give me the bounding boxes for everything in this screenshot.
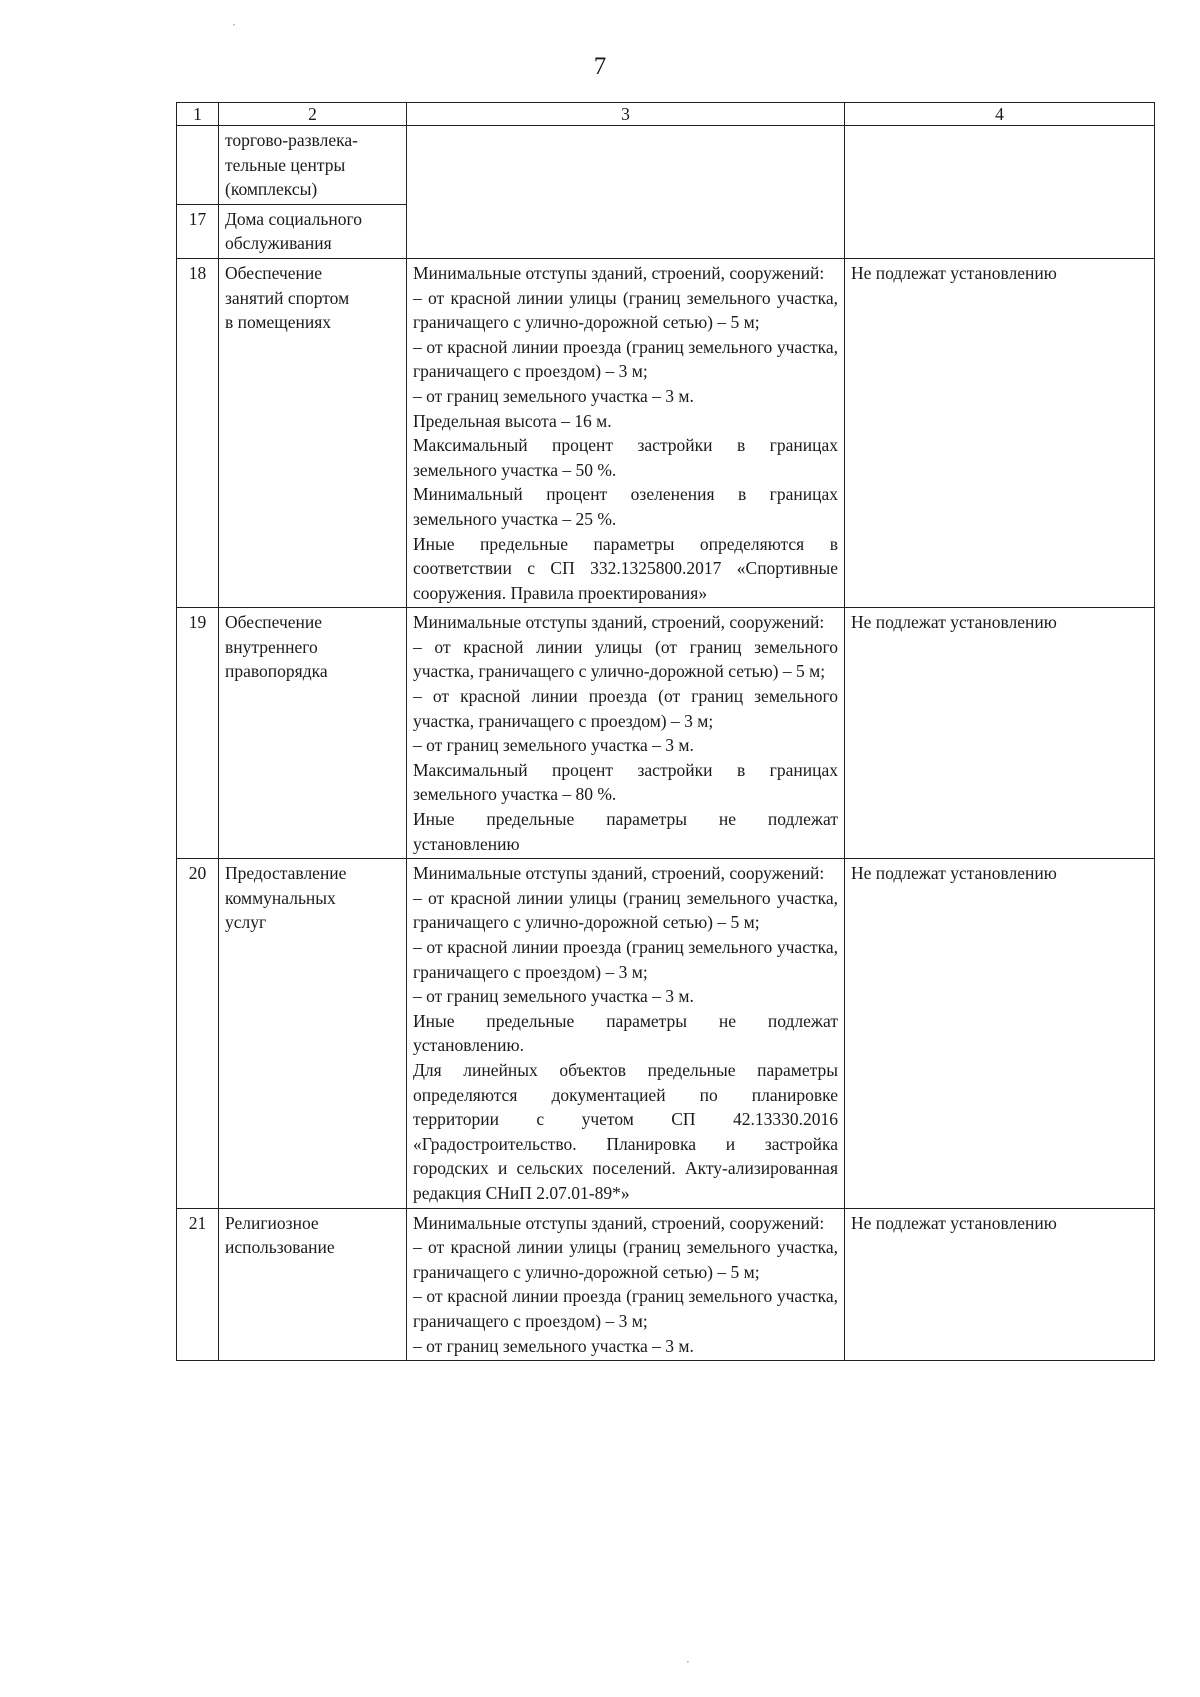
parameter-paragraph: – от границ земельного участка – 3 м. bbox=[413, 735, 694, 756]
regulations-table bbox=[176, 102, 1155, 1361]
parameter-paragraph: – от красной линии проезда (границ земельного участка, граничащего с проездом) – 3 м; bbox=[413, 336, 838, 382]
row-number-cell: 17 bbox=[177, 204, 219, 258]
parameter-paragraph: – от красной линии проезда (от границ земельного участка, граничащего с проездом) – 3 м; bbox=[413, 686, 838, 731]
parameter-paragraph: Минимальный процент озеленения в границах земельного участка – 25 %. bbox=[413, 484, 838, 529]
use-name-cell bbox=[219, 608, 407, 859]
use-name-line: Дома социального bbox=[225, 208, 362, 229]
row-number-cell: 19 bbox=[177, 608, 219, 859]
parameters-cell bbox=[407, 608, 845, 859]
restrictions-cell: Не подлежат установлению bbox=[845, 608, 1155, 859]
use-name-line: Предоставление bbox=[225, 863, 347, 884]
row-number-cell bbox=[177, 126, 219, 205]
parameter-paragraph: – от красной линии проезда (границ земельного участка, граничащего с проездом) – 3 м; bbox=[413, 1286, 838, 1331]
parameter-paragraph: Иные предельные параметры определяются в соответствии с СП 332.1325800.2017 «Спортивные сооружения. Правила проектирования» bbox=[413, 533, 838, 603]
page-number: 7 bbox=[593, 53, 607, 80]
header-col-4: 4 bbox=[845, 103, 1155, 126]
table-row-continuation bbox=[177, 126, 1155, 205]
parameter-paragraph: – от красной линии улицы (границ земельного участка, граничащего с улично-дорожной сетью) – 5 м; bbox=[413, 1237, 838, 1282]
table-row bbox=[177, 258, 1155, 607]
table-row bbox=[177, 608, 1155, 859]
use-name-line: тельные центры bbox=[225, 154, 346, 175]
header-col-1: 1 bbox=[177, 103, 219, 126]
use-name-line: Религиозное bbox=[225, 1212, 319, 1233]
table-row bbox=[177, 859, 1155, 1208]
parameter-paragraph: Минимальные отступы зданий, строений, сооружений: bbox=[413, 262, 825, 283]
restrictions-cell bbox=[845, 126, 1155, 259]
use-name-line: использование bbox=[225, 1237, 335, 1258]
parameter-paragraph: – от границ земельного участка – 3 м. bbox=[413, 1335, 694, 1356]
parameter-paragraph: – от границ земельного участка – 3 м. bbox=[413, 385, 694, 406]
parameter-paragraph: – от красной линии проезда (границ земельного участка, граничащего с проездом) – 3 м; bbox=[413, 937, 838, 982]
row-number-cell: 21 bbox=[177, 1208, 219, 1361]
use-name-cell bbox=[219, 204, 407, 258]
parameters-cell bbox=[407, 859, 845, 1208]
scan-speck: · bbox=[686, 1655, 690, 1669]
use-name-line: Обеспечение bbox=[225, 262, 323, 283]
use-name-cell bbox=[219, 258, 407, 607]
restrictions-cell: Не подлежат установлению bbox=[845, 258, 1155, 607]
use-name-line: услуг bbox=[225, 912, 267, 933]
header-col-2: 2 bbox=[219, 103, 407, 126]
restrictions-cell: Не подлежат установлению bbox=[845, 859, 1155, 1208]
parameter-paragraph: Максимальный процент застройки в границах земельного участка – 80 %. bbox=[413, 759, 838, 805]
table-header-row bbox=[177, 103, 1155, 126]
parameter-paragraph: – от границ земельного участка – 3 м. bbox=[413, 986, 694, 1007]
use-name-line: коммунальных bbox=[225, 887, 336, 908]
parameters-cell bbox=[407, 126, 845, 259]
parameter-paragraph: Минимальные отступы зданий, строений, сооружений: bbox=[413, 863, 825, 884]
parameter-paragraph: Иные предельные параметры не подлежат установлению. bbox=[413, 1010, 838, 1056]
use-name-cell bbox=[219, 126, 407, 205]
use-name-cell bbox=[219, 1208, 407, 1361]
parameter-paragraph: Иные предельные параметры не подлежат установлению bbox=[413, 809, 838, 854]
use-name-cell bbox=[219, 859, 407, 1208]
use-name-line: занятий спортом bbox=[225, 287, 350, 308]
scan-speck: · bbox=[232, 18, 236, 32]
use-name-line: правопорядка bbox=[225, 661, 328, 682]
row-number-cell: 18 bbox=[177, 258, 219, 607]
row-number-cell: 20 bbox=[177, 859, 219, 1208]
header-col-3: 3 bbox=[407, 103, 845, 126]
use-name-line: торгово-развлека- bbox=[225, 130, 358, 150]
parameter-paragraph: Максимальный процент застройки в границах земельного участка – 50 %. bbox=[413, 435, 838, 480]
use-name-line: внутреннего bbox=[225, 636, 318, 657]
parameter-paragraph: – от красной линии улицы (от границ земельного участка, граничащего с улично-дорожной сетью) – 5 м; bbox=[413, 636, 838, 682]
table-row bbox=[177, 1208, 1155, 1361]
parameter-paragraph: Минимальные отступы зданий, строений, сооружений: bbox=[413, 1212, 825, 1233]
parameter-paragraph: Для линейных объектов предельные параметры определяются документацией по планировке территории с учетом СП 42.13330.2016 «Градостроительство. Планировка и застройка городских и сельских поселений. Акту-ализированная редакция СНиП 2.07.01-89*» bbox=[413, 1059, 838, 1203]
use-name-line: (комплексы) bbox=[225, 179, 318, 200]
parameter-paragraph: – от красной линии улицы (границ земельного участка, граничащего с улично-дорожной сетью) – 5 м; bbox=[413, 287, 838, 333]
parameter-paragraph: Минимальные отступы зданий, строений, сооружений: bbox=[413, 612, 825, 633]
restrictions-cell: Не подлежат установлению bbox=[845, 1208, 1155, 1361]
parameter-paragraph: Предельная высота – 16 м. bbox=[413, 410, 612, 431]
use-name-line: в помещениях bbox=[225, 312, 332, 333]
use-name-line: обслуживания bbox=[225, 233, 332, 254]
parameters-cell bbox=[407, 1208, 845, 1361]
use-name-line: Обеспечение bbox=[225, 612, 323, 633]
parameters-cell bbox=[407, 258, 845, 607]
parameter-paragraph: – от красной линии улицы (границ земельного участка, граничащего с улично-дорожной сетью) – 5 м; bbox=[413, 887, 838, 933]
